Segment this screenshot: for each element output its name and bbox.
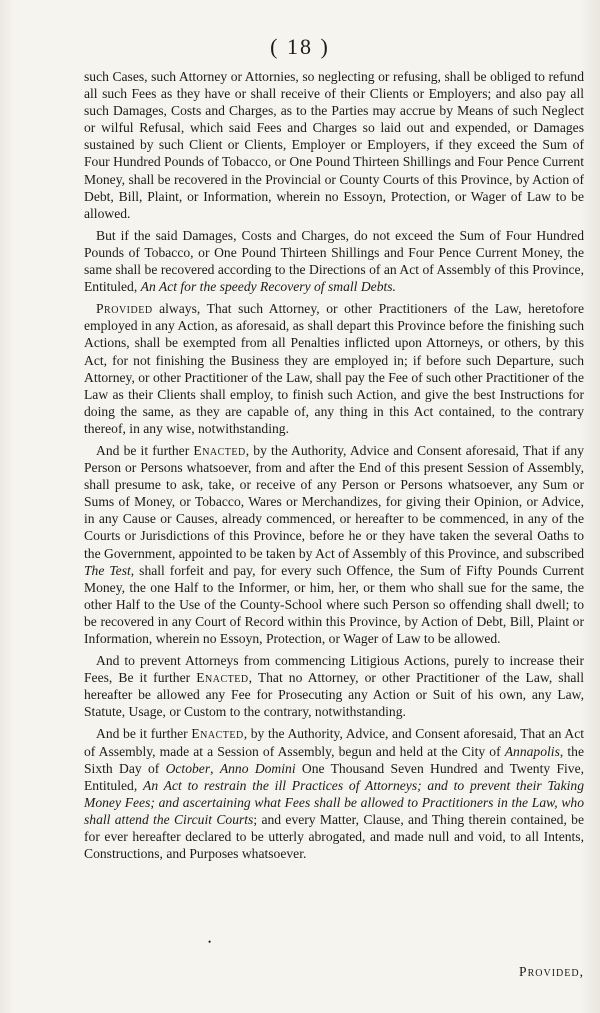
- text-segment: ,: [210, 760, 220, 776]
- small-caps-text: Enacted: [196, 670, 249, 686]
- italic-text: An Act to restrain the ill Practices of Attorneys; and to prevent their Taking Money Fees; and ascertaining what Fees shall be allowed to Practitioners in the Law, who shall attend the Circuit Courts: [84, 777, 584, 827]
- text-segment: such Cases, such Attorney or Attornies, so neglecting or refusing, shall be obliged to refund all such Fees as they have or shall receive of their Clients or Employers; and also pay all such Damages, Costs and Charges, as to the Parties may accrue by Means of such Neglect or wilful Refusal, which said Fees and Charges so laid out and expended, or Damages sustained by such Client or Clients, Employer or Employers, if they exceed the Sum of Four Hundred Pounds of Tobacco, or One Pound Thirteen Shillings and Four Pence Current Money, shall be recovered in the Provincial or County Courts of this Province, by Action of Debt, Bill, Plaint, or Information, wherein no Essoyn, Protection, or Wager of Law to be allowed.: [84, 69, 584, 221]
- italic-text: Annapolis: [504, 743, 560, 759]
- paragraph: [84, 652, 584, 720]
- text-segment: , shall forfeit and pay, for every such Offence, the Sum of Fifty Pounds Current Money, the one Half to the Informer, or him, her, or them who shall sue for the same, the other Half to the Use of the County-School where such Person so offending shall dwell; to be recovered in any Court of Record within this Province, by Action of Debt, Bill, Plaint or Information, wherein no Essoyn, Protection, or Wager of Law to be allowed.: [84, 562, 584, 646]
- small-caps-text: Enacted: [191, 726, 244, 742]
- ornament-mark: •: [208, 937, 212, 947]
- text-segment: And be it further: [96, 442, 194, 458]
- text-segment: But if the said Damages, Costs and Charges, do not exceed the Sum of Four Hundred Pounds of Tobacco, or One Pound Thirteen Shillings and Four Pence Current Money, the same shall be recovered according to the Directions of an Act of Assembly of this Province, Entituled,: [84, 227, 584, 295]
- text-segment: ; and every Matter, Clause, and Thing therein contained, be for ever hereafter declared to be utterly abrogated, and made null and void, to all Intents, Constructions, and Purposes whatsoever.: [84, 811, 585, 862]
- text-segment: always, That such Attorney, or other Practitioners of the Law, heretofore employed in any Action, as aforesaid, as shall depart this Province before the finishing such Actions, shall be exempted from all Penalties inflicted upon Attorneys, or others, by this Act, for not finishing the Business they are employed in; if before such Departure, such Attorney, or other Practitioner of the Law, shall pay the Fee of such other Practitioner of the Law as their Clients shall employ, to finish such Action, and give the best Instructions for doing the same, as they are capable of, any thing in this Act contained, to the contrary thereof, in any wise, notwithstanding.: [84, 301, 584, 436]
- paragraph: [84, 300, 584, 437]
- paragraph: [84, 442, 584, 647]
- paragraph: [84, 227, 584, 295]
- text-segment: And to prevent Attorneys from commencing Litigious Actions, purely to increase their Fees, Be it further: [84, 653, 584, 686]
- small-caps-text: Provided: [96, 301, 153, 317]
- small-caps-text: Enacted: [193, 442, 246, 458]
- text-segment: And be it further: [96, 726, 192, 742]
- italic-text: Anno Domini: [219, 760, 296, 776]
- text-segment: , the Sixth Day of: [84, 743, 584, 776]
- paragraph: [84, 68, 584, 222]
- catchword: Provided,: [519, 964, 584, 979]
- text-segment: , That no Attorney, or other Practitioner of the Law, shall hereafter be allowed any Fee for Prosecuting any Action or Suit of his own, any Law, Statute, Usage, or Custom to the contrary, notwithstanding.: [84, 670, 584, 720]
- text-segment: One Thousand Seven Hundred and Twenty Five, Entituled,: [84, 760, 585, 793]
- page-number: ( 18 ): [270, 34, 330, 59]
- italic-text: An Act for the speedy Recovery of small Debts.: [140, 279, 396, 295]
- italic-text: October: [165, 760, 211, 776]
- paragraph: [84, 725, 584, 862]
- text-segment: , by the Authority, Advice, and Consent aforesaid, That an Act of Assembly, made at a Session of Assembly, begun and held at the City of: [84, 726, 584, 759]
- italic-text: The Test: [84, 562, 131, 578]
- text-segment: , by the Authority, Advice and Consent aforesaid, That if any Person or Persons whatsoever, from and after the End of this present Session of Assembly, shall presume to ask, take, or receive of any Person or Persons whatsoever, any Sum or Sums of Money, or Tobacco, Wares or Merchandizes, for giving their Opinion, or Advice, in any Cause or Causes, already commenced, or hereafter to be commenced, in any of the Courts or Jurisdictions of this Province, before he or they have taken the several Oaths to the Government, appointed to be taken by Act of Assembly of this Province, and subscribed: [84, 442, 584, 561]
- document-body: [84, 68, 584, 867]
